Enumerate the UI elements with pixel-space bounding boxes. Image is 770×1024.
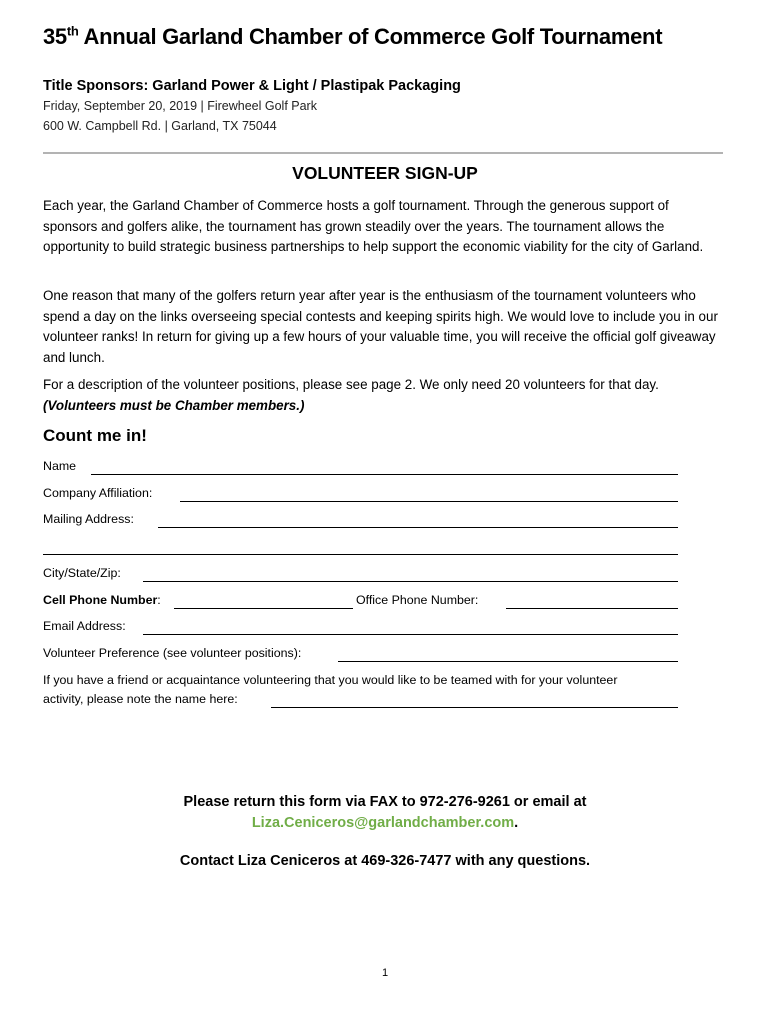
company-field[interactable] [180,501,678,502]
title-number: 35 [43,24,67,49]
friend-label-line-1: If you have a friend or acquaintance volunteering that you would like to be teamed with for your volunteer [43,673,618,687]
email-period: . [514,815,519,831]
mailing-label: Mailing Address: [43,512,134,526]
city-field[interactable] [143,581,678,582]
page-title [43,24,683,49]
name-label: Name [43,459,77,473]
email-label: Email Address: [43,619,126,633]
membership-note: (Volunteers must be Chamber members.) [43,397,305,413]
cell-phone-label-text: Cell Phone Number [43,593,158,607]
contact-email-link[interactable]: Liza.Ceniceros@garlandchamber.com [251,815,515,831]
mailing-field-line-2[interactable] [43,554,678,555]
friend-label-line-2: activity, please note the name here: [43,692,238,706]
return-instructions: Please return this form via FAX to 972-276-9261 or email at [183,794,587,810]
cell-phone-field[interactable] [174,608,353,609]
header-divider [43,152,723,154]
event-address: 600 W. Campbell Rd. | Garland, TX 75044 [43,119,277,133]
cell-phone-colon: : [157,593,161,607]
office-phone-field[interactable] [506,608,678,609]
preference-field[interactable] [338,661,678,662]
volunteer-paragraph: One reason that many of the golfers return year after year is the enthusiasm of the tournament volunteers who spend a day on the links overseeing special contests and keeping spirits high. We would love to include you in our volunteer ranks! In return for giving up a few hours of your valuable time, you will receive the official golf giveaway and lunch. [43,288,718,365]
friend-name-field[interactable] [271,707,678,708]
intro-paragraph: Each year, the Garland Chamber of Commerce hosts a golf tournament. Through the generous support of sponsors and golfers alike, the tournament has grown steadily over the years. The tournament allows the opportunity to build strategic business partnerships to help support the economic viability for the city of Garland. [43,198,704,254]
title-sponsors: Title Sponsors: Garland Power & Light / Plastipak Packaging [43,78,461,94]
positions-text: For a description of the volunteer positions, please see page 2. We only need 20 volunteers for that day. [43,377,659,392]
return-email-line [0,815,770,831]
email-field[interactable] [143,634,678,635]
office-phone-label: Office Phone Number: [356,593,479,607]
cell-phone-label [43,593,161,607]
contact-info: Contact Liza Ceniceros at 469-326-7477 with any questions. [179,853,591,869]
name-field[interactable] [91,474,678,475]
title-superscript: th [66,23,79,39]
company-label: Company Affiliation: [43,486,153,500]
section-heading: VOLUNTEER SIGN-UP [292,163,478,183]
title-text: Annual Garland Chamber of Commerce Golf Tournament [83,24,663,49]
page-number: 1 [381,967,389,979]
count-me-in-heading: Count me in! [43,426,147,445]
positions-paragraph [43,375,723,416]
preference-label: Volunteer Preference (see volunteer positions): [43,646,302,660]
mailing-field[interactable] [158,527,678,528]
event-date-location: Friday, September 20, 2019 | Firewheel Golf Park [43,99,317,113]
city-label: City/State/Zip: [43,566,121,580]
